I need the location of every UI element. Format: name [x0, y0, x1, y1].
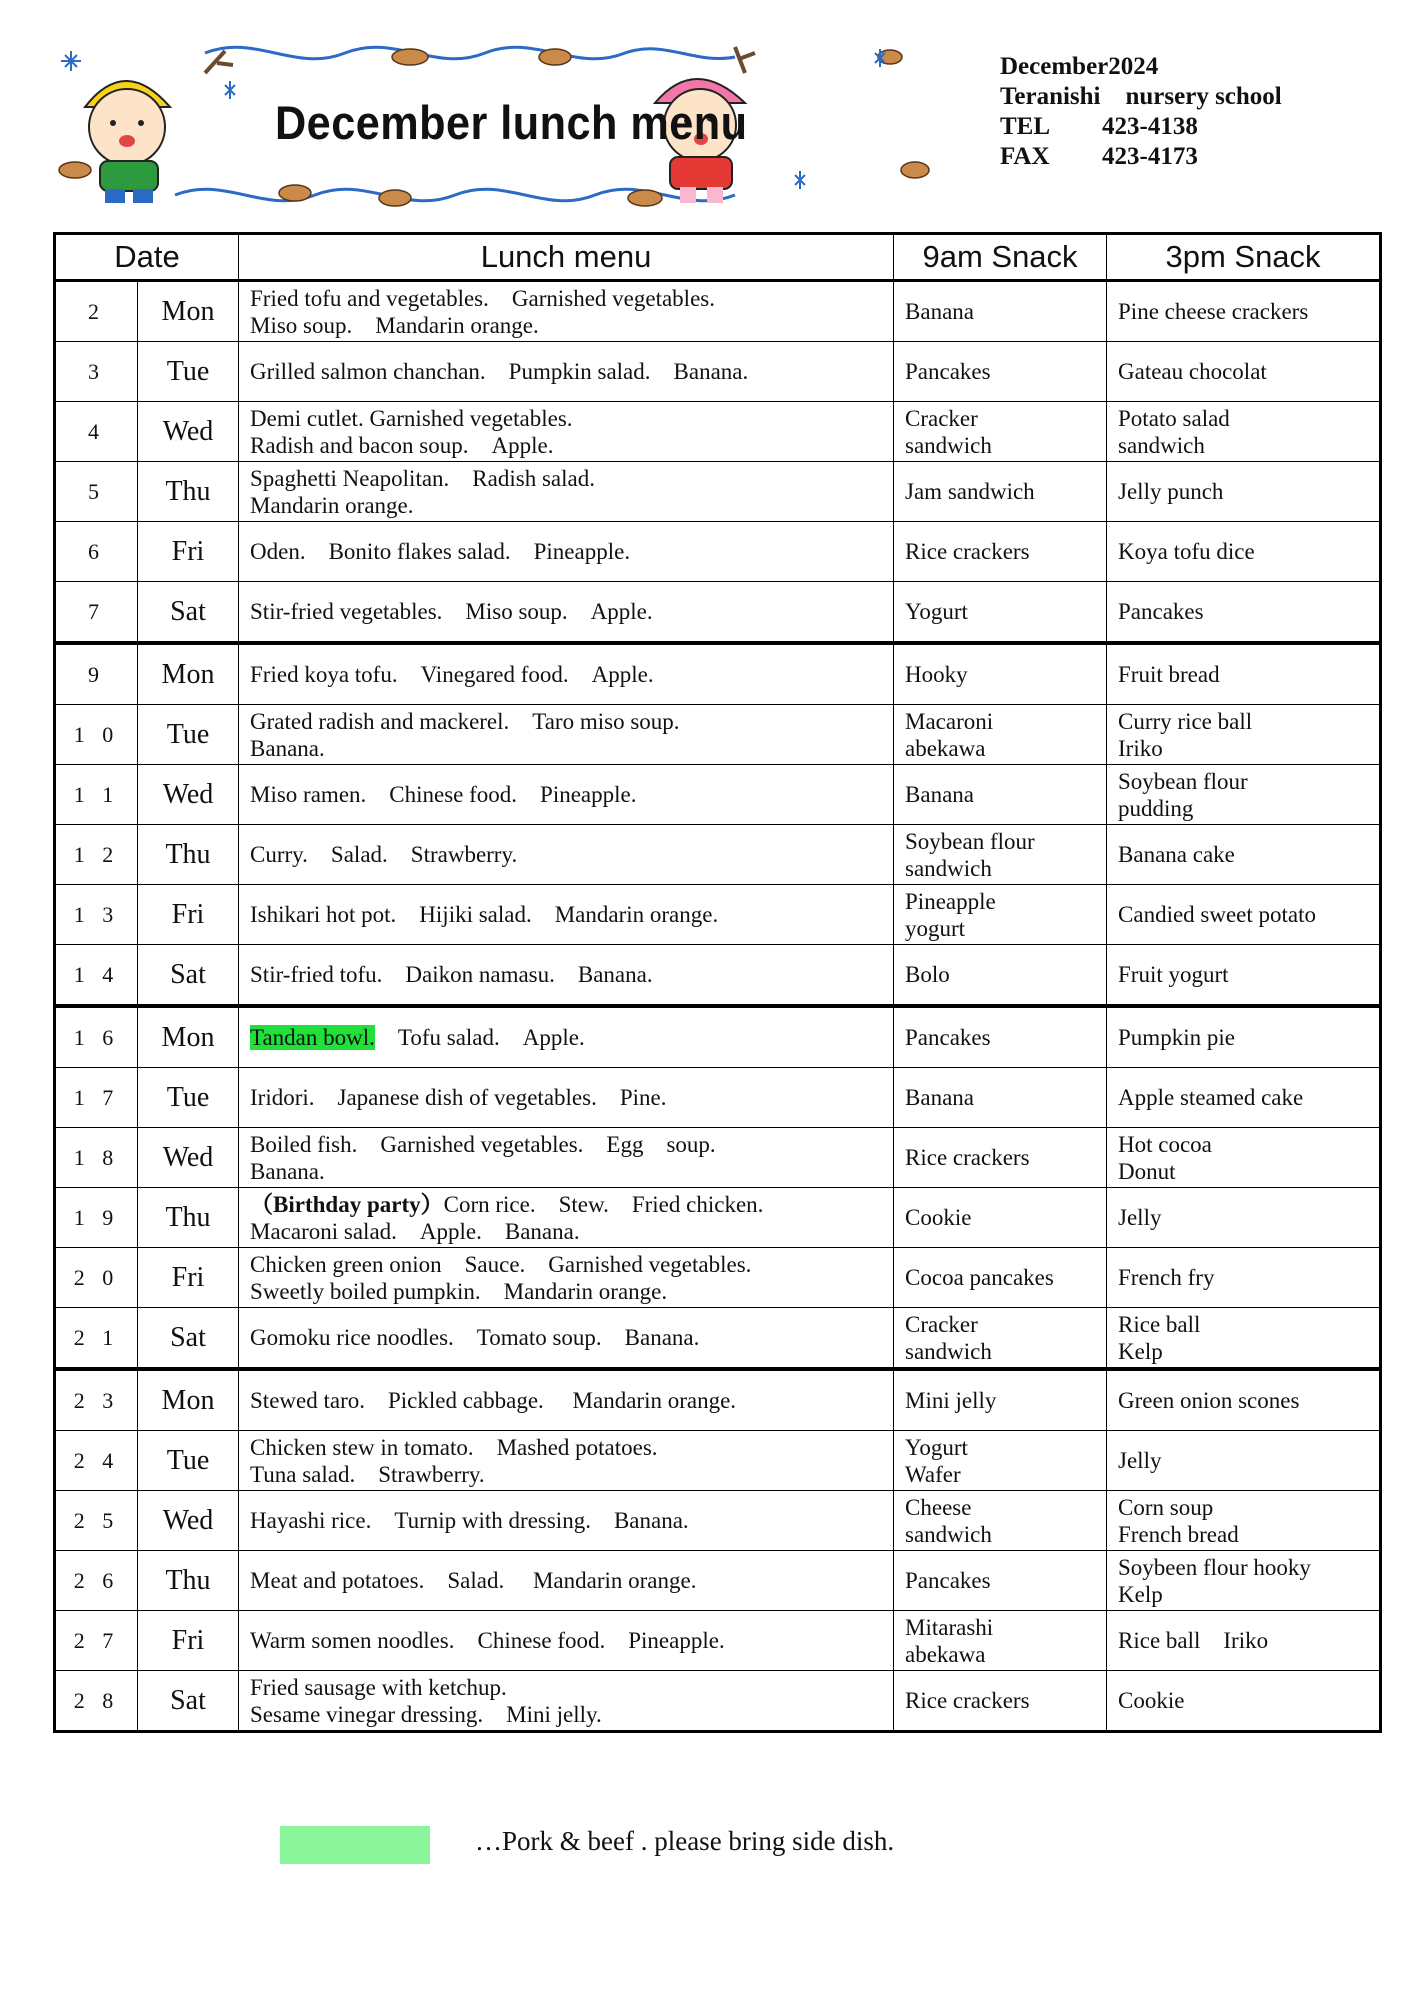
date-number: 1 8: [55, 1128, 138, 1188]
lunch-menu-cell: Fried sausage with ketchup. Sesame vinegar dressing. Mini jelly.: [239, 1671, 894, 1732]
pm-snack-cell: Pumpkin pie: [1107, 1006, 1381, 1068]
page-title: December lunch menu: [275, 96, 748, 149]
table-row: [55, 1611, 1381, 1671]
lunch-menu-cell: Iridori. Japanese dish of vegetables. Pine.: [239, 1068, 894, 1128]
table-row: [55, 705, 1381, 765]
am-snack-cell: Yogurt Wafer: [894, 1431, 1107, 1491]
header-lunch-menu: Lunch menu: [239, 234, 894, 281]
am-snack-cell: Soybean flour sandwich: [894, 825, 1107, 885]
legend-text: …Pork & beef . please bring side dish.: [475, 1826, 895, 1856]
day-of-week: Mon: [138, 1006, 239, 1068]
header-date: Date: [55, 234, 239, 281]
lunch-menu-cell: Fried koya tofu. Vinegared food. Apple.: [239, 643, 894, 705]
date-number: 3: [55, 342, 138, 402]
am-snack-cell: Cracker sandwich: [894, 1308, 1107, 1370]
day-of-week: Wed: [138, 1491, 239, 1551]
header-9am-snack: 9am Snack: [894, 234, 1107, 281]
day-of-week: Fri: [138, 885, 239, 945]
table-row: [55, 885, 1381, 945]
am-snack-cell: Pancakes: [894, 1006, 1107, 1068]
table-row: [55, 342, 1381, 402]
day-of-week: Tue: [138, 705, 239, 765]
am-snack-cell: Banana: [894, 1068, 1107, 1128]
date-number: 2: [55, 281, 138, 342]
am-snack-cell: Pineapple yogurt: [894, 885, 1107, 945]
day-of-week: Fri: [138, 1611, 239, 1671]
lunch-menu-cell: Stir-fried tofu. Daikon namasu. Banana.: [239, 945, 894, 1007]
fax-label: FAX: [1000, 143, 1050, 170]
snowflake-icon: [61, 51, 81, 71]
date-number: 1 1: [55, 765, 138, 825]
date-number: 1 7: [55, 1068, 138, 1128]
pm-snack-cell: Green onion scones: [1107, 1369, 1381, 1431]
pm-snack-cell: Rice ball Iriko: [1107, 1611, 1381, 1671]
snowflake-icon: [225, 81, 235, 99]
day-of-week: Sat: [138, 1671, 239, 1732]
lunch-menu-table: [53, 232, 1382, 1733]
am-snack-cell: Rice crackers: [894, 522, 1107, 582]
lunch-menu-cell: Spaghetti Neapolitan. Radish salad. Mandarin orange.: [239, 462, 894, 522]
pm-snack-cell: Jelly: [1107, 1188, 1381, 1248]
day-of-week: Tue: [138, 1068, 239, 1128]
lunch-menu-cell: Chicken stew in tomato. Mashed potatoes. Tuna salad. Strawberry.: [239, 1431, 894, 1491]
am-snack-cell: Yogurt: [894, 582, 1107, 644]
date-number: 1 4: [55, 945, 138, 1007]
am-snack-cell: Pancakes: [894, 342, 1107, 402]
pm-snack-cell: Gateau chocolat: [1107, 342, 1381, 402]
table-row: [55, 1006, 1381, 1068]
am-snack-cell: Cookie: [894, 1188, 1107, 1248]
table-row: [55, 1128, 1381, 1188]
table-row: [55, 1308, 1381, 1370]
day-of-week: Mon: [138, 1369, 239, 1431]
am-snack-cell: Mitarashi abekawa: [894, 1611, 1107, 1671]
lunch-menu-cell: [239, 1188, 894, 1248]
pork-beef-highlight: Tandan bowl.: [250, 1025, 375, 1050]
am-snack-cell: Banana: [894, 281, 1107, 342]
fax-number: 423-4173: [1102, 143, 1198, 170]
am-snack-cell: Macaroni abekawa: [894, 705, 1107, 765]
pm-snack-cell: French fry: [1107, 1248, 1381, 1308]
date-number: 2 6: [55, 1551, 138, 1611]
pm-snack-cell: Rice ball Kelp: [1107, 1308, 1381, 1370]
table-row: [55, 643, 1381, 705]
pm-snack-cell: Fruit yogurt: [1107, 945, 1381, 1007]
table-header-row: [55, 234, 1381, 281]
tel-number: 423-4138: [1102, 113, 1198, 140]
table-row: [55, 281, 1381, 342]
table-row: [55, 462, 1381, 522]
pm-snack-cell: Pancakes: [1107, 582, 1381, 644]
lunch-menu-cell: Stir-fried vegetables. Miso soup. Apple.: [239, 582, 894, 644]
pm-snack-cell: Soybeen flour hooky Kelp: [1107, 1551, 1381, 1611]
pm-snack-cell: Hot cocoa Donut: [1107, 1128, 1381, 1188]
month-label: December2024: [1000, 53, 1159, 80]
date-number: 4: [55, 402, 138, 462]
pm-snack-cell: Corn soup French bread: [1107, 1491, 1381, 1551]
pm-snack-cell: Pine cheese crackers: [1107, 281, 1381, 342]
tel-label: TEL: [1000, 113, 1051, 140]
day-of-week: Fri: [138, 1248, 239, 1308]
day-of-week: Thu: [138, 1188, 239, 1248]
date-number: 1 0: [55, 705, 138, 765]
table-row: [55, 765, 1381, 825]
date-number: 5: [55, 462, 138, 522]
lunch-menu-cell: Fried tofu and vegetables. Garnished vegetables. Miso soup. Mandarin orange.: [239, 281, 894, 342]
lunch-menu-text: Tofu salad. Apple.: [374, 1025, 585, 1050]
pm-snack-cell: Koya tofu dice: [1107, 522, 1381, 582]
date-number: 6: [55, 522, 138, 582]
date-number: 2 1: [55, 1308, 138, 1370]
leaf-icon: [539, 49, 571, 65]
legend-color-swatch: [280, 1826, 430, 1864]
lunch-menu-cell: Grilled salmon chanchan. Pumpkin salad. Banana.: [239, 342, 894, 402]
pm-snack-cell: Candied sweet potato: [1107, 885, 1381, 945]
leaf-icon: [379, 190, 411, 206]
leaf-icon: [279, 185, 311, 201]
leaf-icon: [392, 49, 428, 65]
am-snack-cell: Mini jelly: [894, 1369, 1107, 1431]
date-number: 1 6: [55, 1006, 138, 1068]
table-row: [55, 945, 1381, 1007]
am-snack-cell: Rice crackers: [894, 1128, 1107, 1188]
am-snack-cell: Jam sandwich: [894, 462, 1107, 522]
am-snack-cell: Banana: [894, 765, 1107, 825]
pm-snack-cell: Jelly punch: [1107, 462, 1381, 522]
day-of-week: Mon: [138, 281, 239, 342]
am-snack-cell: Bolo: [894, 945, 1107, 1007]
table-row: [55, 402, 1381, 462]
pm-snack-cell: Curry rice ball Iriko: [1107, 705, 1381, 765]
table-row: [55, 1369, 1381, 1431]
table-row: [55, 1431, 1381, 1491]
lunch-menu-cell: Boiled fish. Garnished vegetables. Egg soup. Banana.: [239, 1128, 894, 1188]
table-row: [55, 1188, 1381, 1248]
am-snack-cell: Pancakes: [894, 1551, 1107, 1611]
date-number: 9: [55, 643, 138, 705]
snowflake-icon: [795, 171, 805, 189]
day-of-week: Thu: [138, 825, 239, 885]
lunch-menu-text: Corn rice. Stew. Fried chicken. Macaroni salad. Apple. Banana.: [250, 1191, 764, 1244]
header-3pm-snack: 3pm Snack: [1107, 234, 1381, 281]
table-row: [55, 1491, 1381, 1551]
pm-snack-cell: Apple steamed cake: [1107, 1068, 1381, 1128]
day-of-week: Thu: [138, 1551, 239, 1611]
day-of-week: Fri: [138, 522, 239, 582]
lunch-menu-cell: Hayashi rice. Turnip with dressing. Banana.: [239, 1491, 894, 1551]
am-snack-cell: Cheese sandwich: [894, 1491, 1107, 1551]
lunch-menu-cell: Ishikari hot pot. Hijiki salad. Mandarin orange.: [239, 885, 894, 945]
day-of-week: Thu: [138, 462, 239, 522]
lunch-menu-cell: Demi cutlet. Garnished vegetables. Radish and bacon soup. Apple.: [239, 402, 894, 462]
lunch-menu-cell: Grated radish and mackerel. Taro miso soup. Banana.: [239, 705, 894, 765]
am-snack-cell: Hooky: [894, 643, 1107, 705]
pm-snack-cell: Banana cake: [1107, 825, 1381, 885]
date-number: 2 0: [55, 1248, 138, 1308]
table-row: [55, 582, 1381, 644]
am-snack-cell: Cracker sandwich: [894, 402, 1107, 462]
leaf-icon: [901, 162, 929, 178]
day-of-week: Wed: [138, 765, 239, 825]
date-number: 2 5: [55, 1491, 138, 1551]
table-row: [55, 1551, 1381, 1611]
day-of-week: Tue: [138, 342, 239, 402]
lunch-menu-cell: Chicken green onion Sauce. Garnished vegetables. Sweetly boiled pumpkin. Mandarin orange.: [239, 1248, 894, 1308]
date-number: 2 8: [55, 1671, 138, 1732]
birthday-party-label: （Birthday party）: [250, 1191, 444, 1217]
date-number: 2 4: [55, 1431, 138, 1491]
leaf-icon: [59, 162, 91, 178]
school-info: [1000, 52, 1282, 172]
date-number: 1 2: [55, 825, 138, 885]
school-name: Teranishi nursery school: [1000, 83, 1282, 110]
leaf-icon: [628, 190, 662, 206]
lunch-menu-cell: [239, 1006, 894, 1068]
date-number: 1 9: [55, 1188, 138, 1248]
day-of-week: Sat: [138, 945, 239, 1007]
day-of-week: Tue: [138, 1431, 239, 1491]
lunch-menu-cell: Stewed taro. Pickled cabbage. Mandarin orange.: [239, 1369, 894, 1431]
tel-row: [1000, 112, 1282, 142]
date-number: 7: [55, 582, 138, 644]
day-of-week: Sat: [138, 1308, 239, 1370]
day-of-week: Mon: [138, 643, 239, 705]
pm-snack-cell: Jelly: [1107, 1431, 1381, 1491]
table-row: [55, 1068, 1381, 1128]
fax-row: [1000, 142, 1282, 172]
lunch-menu-cell: Gomoku rice noodles. Tomato soup. Banana.: [239, 1308, 894, 1370]
pm-snack-cell: Potato salad sandwich: [1107, 402, 1381, 462]
lunch-menu-cell: Curry. Salad. Strawberry.: [239, 825, 894, 885]
day-of-week: Wed: [138, 402, 239, 462]
lunch-menu-cell: Oden. Bonito flakes salad. Pineapple.: [239, 522, 894, 582]
table-row: [55, 522, 1381, 582]
table-row: [55, 825, 1381, 885]
date-number: 1 3: [55, 885, 138, 945]
table-row: [55, 1671, 1381, 1732]
lunch-menu-cell: Meat and potatoes. Salad. Mandarin orange.: [239, 1551, 894, 1611]
boy-character-icon: [85, 81, 170, 203]
date-number: 2 7: [55, 1611, 138, 1671]
day-of-week: Sat: [138, 582, 239, 644]
am-snack-cell: Rice crackers: [894, 1671, 1107, 1732]
header-banner: [55, 35, 955, 220]
pm-snack-cell: Soybean flour pudding: [1107, 765, 1381, 825]
top-vine: [205, 47, 735, 59]
lunch-menu-cell: Warm somen noodles. Chinese food. Pineapple.: [239, 1611, 894, 1671]
pm-snack-cell: Cookie: [1107, 1671, 1381, 1732]
pm-snack-cell: Fruit bread: [1107, 643, 1381, 705]
am-snack-cell: Cocoa pancakes: [894, 1248, 1107, 1308]
lunch-menu-cell: Miso ramen. Chinese food. Pineapple.: [239, 765, 894, 825]
day-of-week: Wed: [138, 1128, 239, 1188]
legend: [280, 1826, 1180, 1876]
date-number: 2 3: [55, 1369, 138, 1431]
table-row: [55, 1248, 1381, 1308]
